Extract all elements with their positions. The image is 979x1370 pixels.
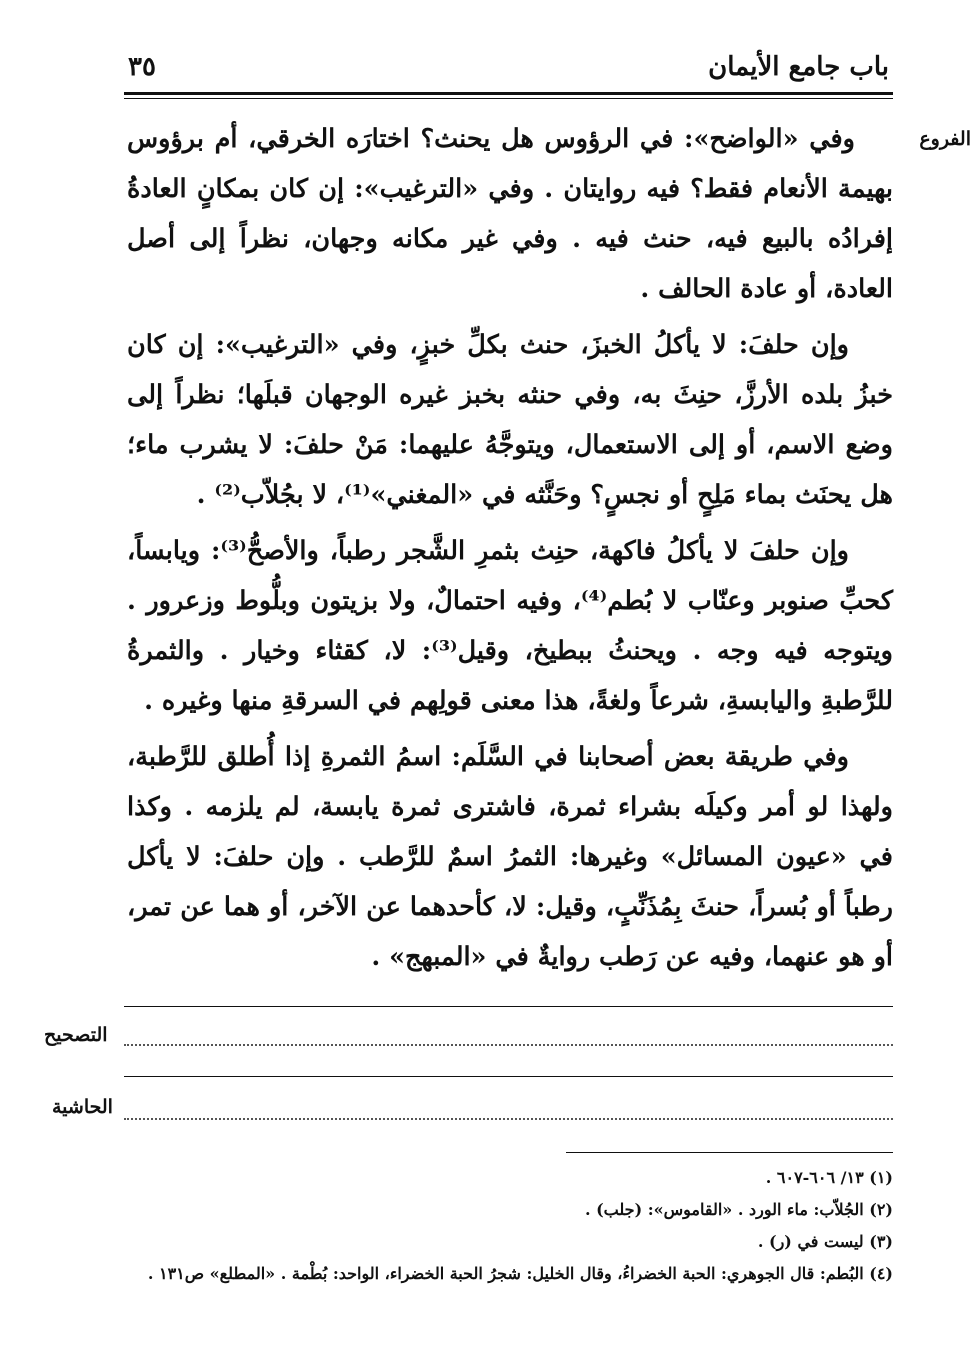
paragraph: وفي «الواضح»: في الرؤوس هل يحنث؟ اختارَه الخرقي، أم برؤوس بهيمة الأنعام فقط؟ فيه روايتان . وفي «الترغيب»: إن كان بمكانٍ العادةُ إفرادُه بالبيع فيه، حنث فيه . وفي غير مكانه وجهان، نظراً إلى أصل العادة، أو عادة الحالف . (127, 124, 893, 304)
annotation-label: الحاشية (52, 1096, 113, 1118)
footnote: (٤) البُطم: قال الجوهري: الحبة الخضراءُ، وقال الخليل: شجرُ الحبة الخضراء، الواحد: بُطْمة . «المطلع» ص١٣١ . (147, 1264, 893, 1283)
footnote: (١) ١٣/ ٦٠٦-٦٠٧ . (765, 1168, 893, 1187)
footnotes (113, 1162, 893, 1290)
main-text (127, 114, 893, 988)
paragraph: وإن حلفَ: لا يأكلُ الخبزَ، حنث بكلِّ خبزٍ، وفي «الترغيب»: إن كان خبزُ بلده الأرزَّ، حنِثَ به، وفي حنثه بخبز غيره الوجهان قبلَها؛ نظراً إلى وضع الاسم، أو إلى الاستعمال، ويتوجَّهُ عليهما: مَنْ حلفَ: لا يشرب ماء؛ هل يحنَث بماء مَلِحٍ أو نجسٍ؟ وحَنَّثه في «المغني»⁽¹⁾، لا بجُلاّب⁽²⁾ . (127, 330, 893, 510)
header-rule-thick (124, 92, 893, 95)
page-number: ٣٥ (128, 52, 156, 82)
footnote: (٣) ليست في (ر) . (757, 1232, 893, 1251)
header-rule-thin (124, 98, 893, 99)
divider-rule (124, 1006, 893, 1007)
paragraph: وفي طريقة بعض أصحابنا في السَّلَم: اسمُ الثمرةِ إذا أُطلق للرَّطبة، ولهذا لو أمر وكيلَه بشراء ثمرة، فاشترى ثمرة يابسة، لم يلزمه . وكذا في «عيون المسائل» وغيرها: الثمرُ اسمٌ للرَّطب . وإن حلفَ: لا يأكل رطباً أو بُسراً، حنثَ بِمُذَنِّبٍ، وقيل: لا، كأحدهما عن الآخر، أو هما عن تمر، أو هو عنهما، وفيه عن رَطب روايةٌ في «المبهج» . (127, 742, 893, 972)
correction-dotted-line (124, 1044, 893, 1046)
footnote: (٢) الجُلاّب: ماء الورد . «القاموس»: (جلب) . (584, 1200, 893, 1219)
correction-label: التصحيح (44, 1024, 108, 1046)
annotation-dotted-line (124, 1118, 893, 1120)
chapter-title: باب جامع الأيمان (708, 52, 889, 82)
footnote-rule (566, 1152, 893, 1153)
paragraph: وإن حلفَ لا يأكلُ فاكهة، حنِث بثمرِ الشَّجر رطباً، والأصحُّ⁽³⁾: ويابساً، كحبِّ صنوبر وعنّاب لا بُطم⁽⁴⁾، وفيه احتمالٌ، ولا بزيتون وبلُّوط وزعرور . ويتوجه فيه وجه . ويحنثُ ببطيخ، وقيل⁽³⁾: لا، كقثاء وخيار . والثمرةُ للرَّطبةِ واليابسةِ، شرعاً ولغةً، هذا معنى قولِهم في السرقةِ منها وغيره . (127, 536, 893, 716)
side-label-furu: الفروع (919, 128, 971, 150)
divider-rule (124, 1076, 893, 1077)
